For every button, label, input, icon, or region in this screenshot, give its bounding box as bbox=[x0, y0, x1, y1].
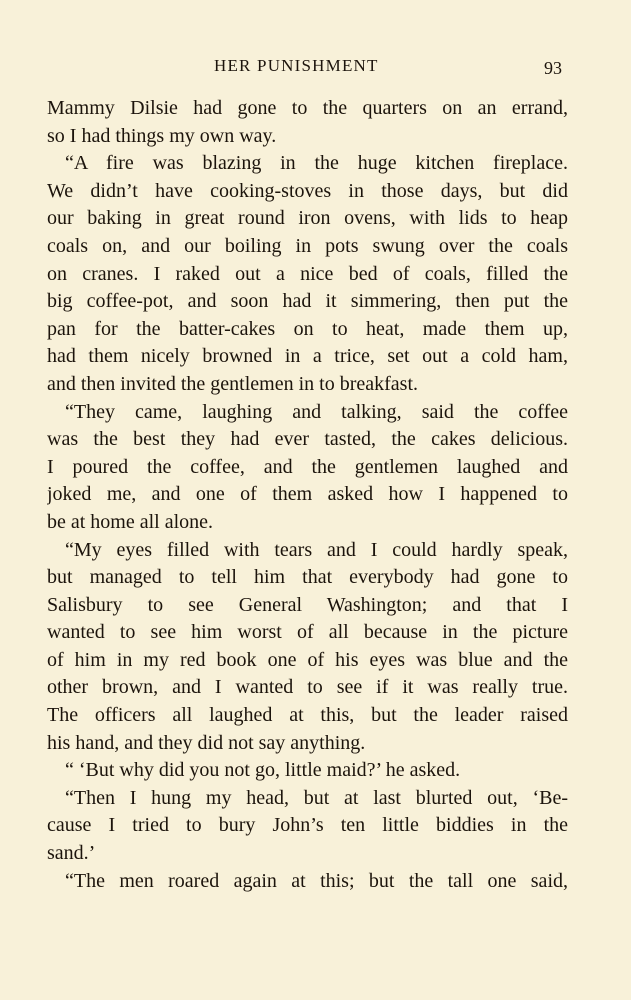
text-line: We didn’t have cooking-stoves in those days, but did bbox=[47, 179, 568, 202]
text-line: I poured the coffee, and the gentlemen laughed and bbox=[47, 455, 568, 478]
text-line: “Then I hung my head, but at last blurted out, ‘Be- bbox=[65, 786, 568, 809]
running-head bbox=[0, 56, 631, 80]
text-line: and then invited the gentlemen in to breakfast. bbox=[47, 372, 418, 395]
text-line: wanted to see him worst of all because in the picture bbox=[47, 621, 568, 644]
text-line: Salisbury to see General Washington; and that I bbox=[47, 593, 568, 616]
text-line: had them nicely browned in a trice, set out a cold ham, bbox=[47, 345, 568, 368]
text-line: of him in my red book one of his eyes was blue and the bbox=[47, 648, 568, 671]
text-line: cause I tried to bury John’s ten little biddies in the bbox=[47, 814, 568, 837]
text-line: on cranes. I raked out a nice bed of coals, filled the bbox=[47, 262, 568, 285]
page-number: 93 bbox=[544, 58, 562, 78]
text-line: big coffee-pot, and soon had it simmering, then put the bbox=[47, 290, 568, 313]
text-line: coals on, and our boiling in pots swung over the coals bbox=[47, 234, 568, 257]
text-line: “They came, laughing and talking, said the coffee bbox=[65, 400, 568, 423]
text-line: “My eyes filled with tears and I could hardly speak, bbox=[65, 538, 568, 561]
text-line: joked me, and one of them asked how I happened to bbox=[47, 483, 568, 506]
text-line: our baking in great round iron ovens, with lids to heap bbox=[47, 207, 568, 230]
text-line: other brown, and I wanted to see if it was really true. bbox=[47, 676, 568, 699]
text-line: “The men roared again at this; but the tall one said, bbox=[65, 869, 568, 892]
text-line: “A fire was blazing in the huge kitchen fireplace. bbox=[65, 152, 568, 175]
text-line: was the best they had ever tasted, the cakes delicious. bbox=[47, 428, 568, 451]
running-title: HER PUNISHMENT bbox=[214, 56, 379, 75]
text-line: his hand, and they did not say anything. bbox=[47, 731, 366, 754]
body-text bbox=[47, 95, 568, 895]
text-line: so I had things my own way. bbox=[47, 124, 277, 147]
text-line: “ ‘But why did you not go, little maid?’ he asked. bbox=[65, 759, 461, 782]
text-line: pan for the batter-cakes on to heat, made them up, bbox=[47, 317, 568, 340]
text-line: but managed to tell him that everybody had gone to bbox=[47, 566, 568, 589]
text-line: The officers all laughed at this, but the leader raised bbox=[47, 704, 568, 727]
text-line: Mammy Dilsie had gone to the quarters on an errand, bbox=[47, 97, 568, 119]
text-line: sand.’ bbox=[47, 842, 96, 865]
text-line: be at home all alone. bbox=[47, 510, 214, 533]
